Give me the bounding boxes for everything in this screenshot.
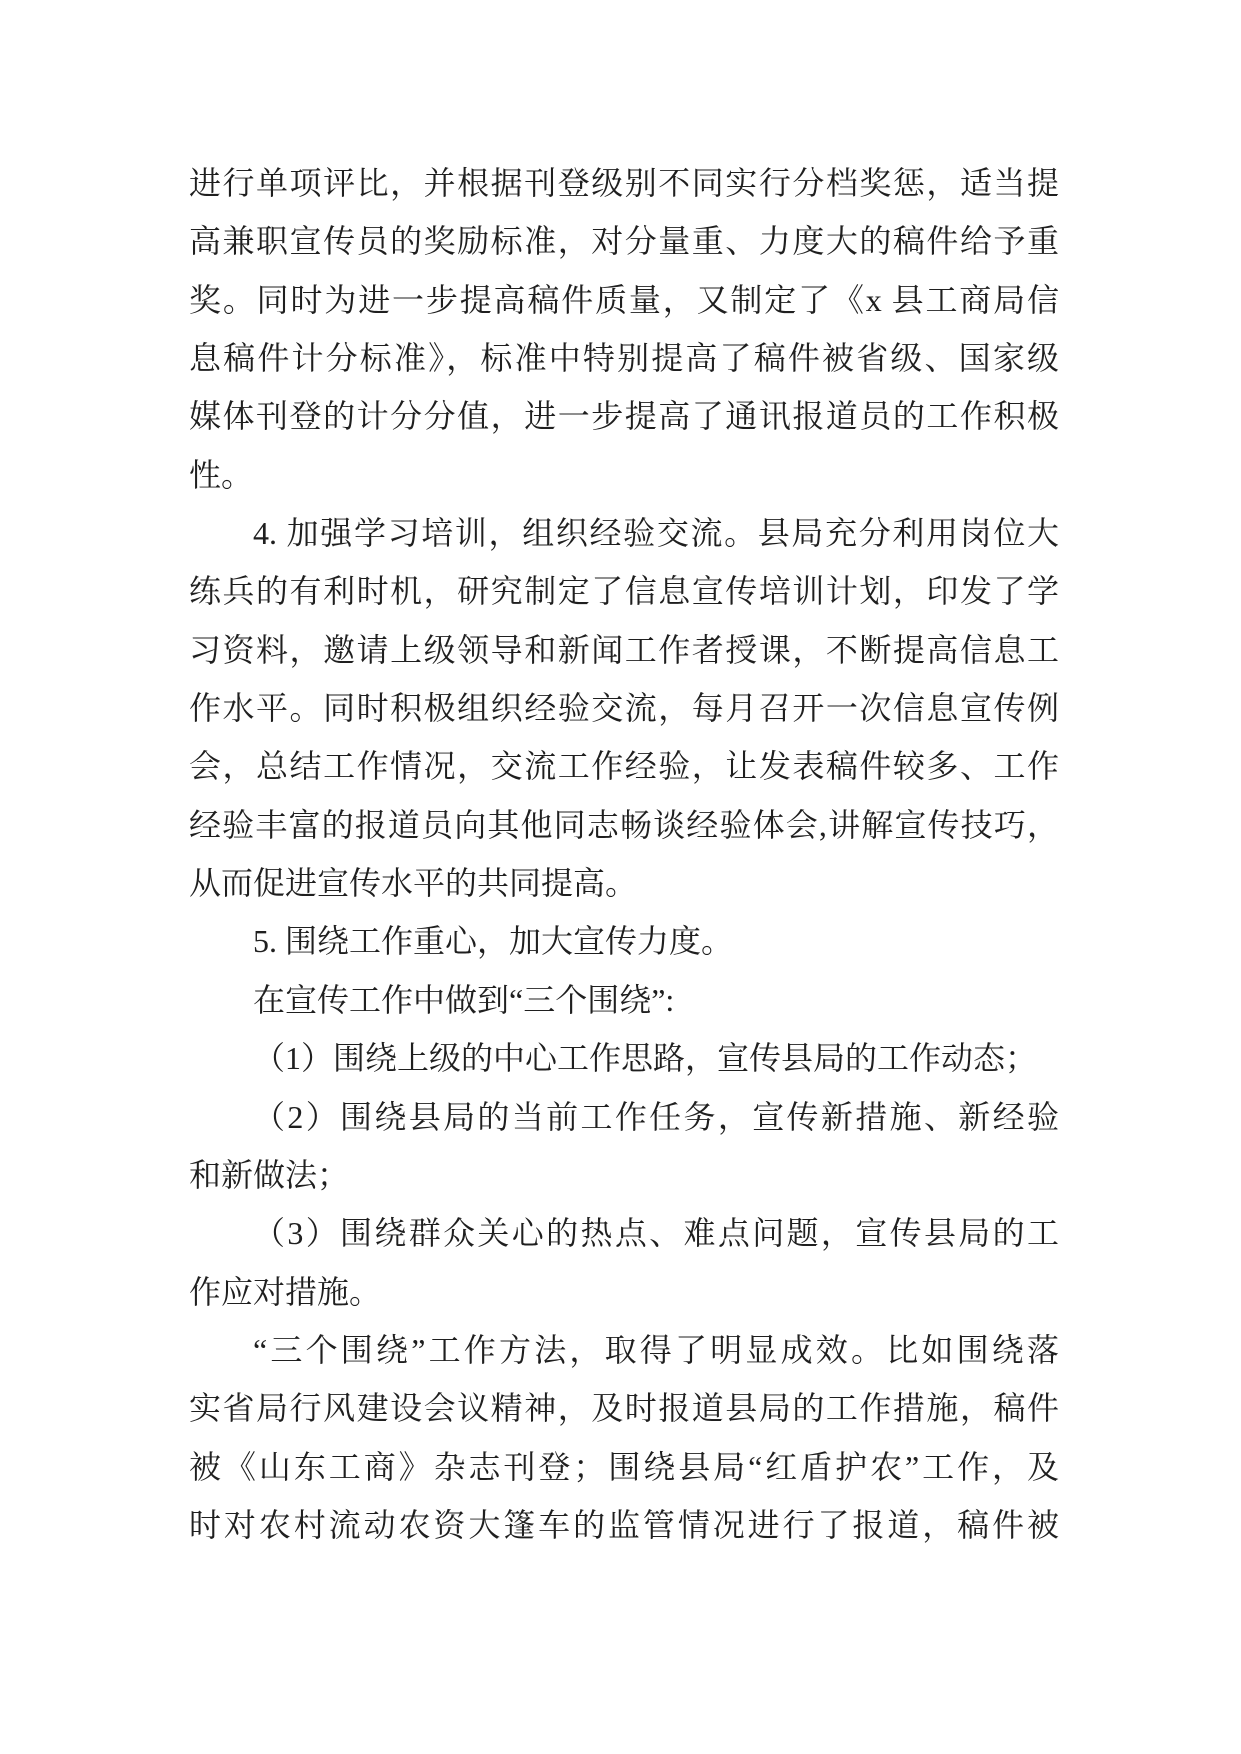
paragraph (189, 1321, 1059, 1554)
text-line: 息稿件计分标准》，标准中特别提高了稿件被省级、国家级 (189, 340, 1059, 377)
text-line: 习资料，邀请上级领导和新闻工作者授课，不断提高信息工 (189, 631, 1059, 668)
text-line: 作应对措施。 (189, 1273, 382, 1310)
paragraph (189, 1204, 1059, 1321)
text-line: （1）围绕上级的中心工作思路，宣传县局的工作动态； (253, 1040, 1038, 1077)
text-line: 高兼职宣传员的奖励标准，对分量重、力度大的稿件给予重 (189, 223, 1059, 260)
text-line: （3）围绕群众关心的热点、难点问题，宣传县局的工 (253, 1215, 1059, 1252)
text-line: 5. 围绕工作重心，加大宣传力度。 (253, 923, 734, 960)
text-line: （2）围绕县局的当前工作任务，宣传新措施、新经验 (253, 1098, 1059, 1135)
paragraph (189, 504, 1059, 912)
text-line: 时对农村流动农资大篷车的监管情况进行了报道，稿件被 (189, 1506, 1059, 1543)
text-line: 被《山东工商》杂志刊登；围绕县局“红盾护农”工作，及 (189, 1448, 1059, 1485)
text-line: 媒体刊登的计分分值，进一步提高了通讯报道员的工作积极 (189, 398, 1059, 435)
paragraph (189, 912, 1059, 970)
text-line: 从而促进宣传水平的共同提高。 (189, 865, 638, 902)
text-line: 会，总结工作情况，交流工作经验，让发表稿件较多、工作 (189, 748, 1059, 785)
text-line: 进行单项评比，并根据刊登级别不同实行分档奖惩，适当提 (189, 165, 1059, 201)
text-line: 经验丰富的报道员向其他同志畅谈经验体会,讲解宣传技巧， (189, 806, 1059, 843)
text-line: “三个围绕”工作方法，取得了明显成效。比如围绕落 (253, 1331, 1059, 1368)
text-line: 在宣传工作中做到“三个围绕”: (253, 981, 675, 1018)
paragraph (189, 971, 1059, 1029)
text-line: 练兵的有利时机，研究制定了信息宣传培训计划，印发了学 (189, 573, 1059, 610)
text-line: 性。 (189, 456, 254, 493)
document-body (189, 154, 1059, 1554)
paragraph (189, 1088, 1059, 1205)
text-line: 作水平。同时积极组织经验交流，每月召开一次信息宣传例 (189, 690, 1059, 727)
text-line: 实省局行风建设会议精神，及时报道县局的工作措施，稿件 (189, 1390, 1059, 1427)
paragraph (189, 1029, 1059, 1087)
text-line: 4. 加强学习培训，组织经验交流。县局充分利用岗位大 (253, 515, 1059, 552)
paragraph (189, 154, 1059, 504)
text-line: 和新做法； (189, 1156, 350, 1193)
text-line: 奖。同时为进一步提高稿件质量，又制定了《x 县工商局信 (189, 281, 1059, 318)
